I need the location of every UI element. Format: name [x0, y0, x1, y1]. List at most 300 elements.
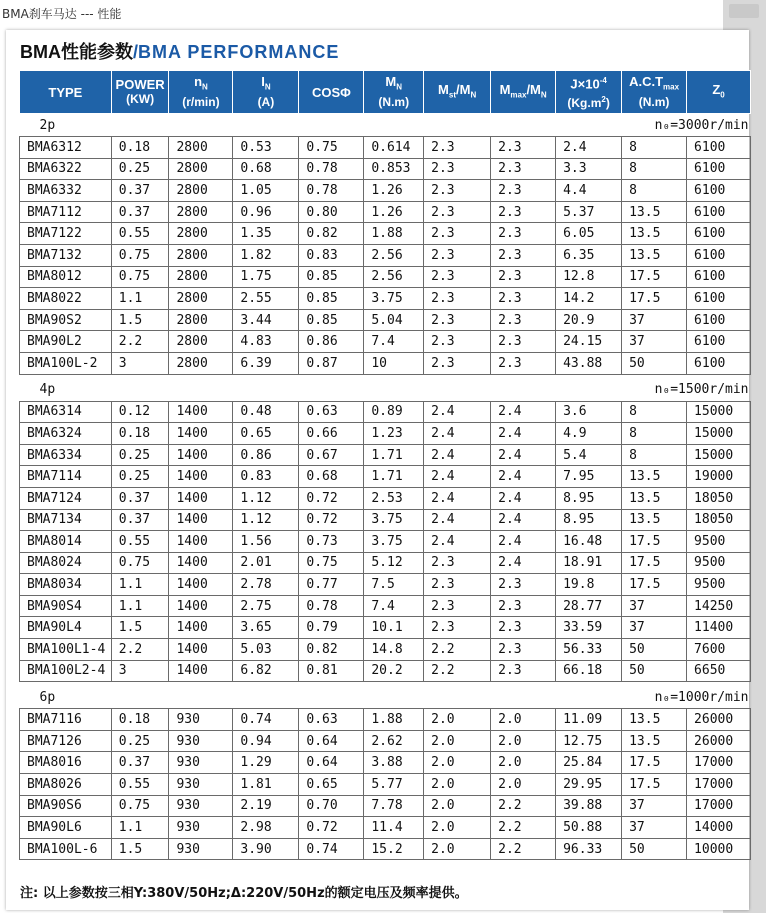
- table-cell: 9500: [687, 574, 751, 596]
- table-cell: 7.4: [364, 595, 424, 617]
- table-row: [20, 266, 751, 288]
- table-row: [20, 595, 751, 617]
- table-cell: 6100: [687, 352, 751, 374]
- table-cell: 19000: [687, 466, 751, 488]
- table-cell: 3: [111, 660, 169, 682]
- table-cell: BMA6314: [20, 401, 112, 423]
- table-cell: BMA90L2: [20, 331, 112, 353]
- table-cell: 0.37: [111, 180, 169, 202]
- table-cell: 0.78: [299, 158, 364, 180]
- table-cell: 1400: [169, 487, 233, 509]
- table-cell: BMA90L6: [20, 817, 112, 839]
- table-cell: 17.5: [622, 266, 687, 288]
- table-cell: 4.9: [556, 423, 622, 445]
- table-cell: 37: [622, 617, 687, 639]
- table-cell: 1400: [169, 531, 233, 553]
- table-cell: 1.05: [233, 180, 299, 202]
- table-cell: 6650: [687, 660, 751, 682]
- table-row: [20, 331, 751, 353]
- table-row: [20, 752, 751, 774]
- table-cell: BMA7134: [20, 509, 112, 531]
- table-cell: 1.26: [364, 201, 424, 223]
- table-cell: BMA6324: [20, 423, 112, 445]
- table-cell: 1.71: [364, 444, 424, 466]
- table-cell: 13.5: [622, 509, 687, 531]
- table-row: [20, 774, 751, 796]
- group-header-2p: [20, 114, 751, 137]
- table-cell: 2.2: [491, 795, 556, 817]
- table-cell: 2.3: [491, 617, 556, 639]
- table-cell: BMA8024: [20, 552, 112, 574]
- table-cell: 29.95: [556, 774, 622, 796]
- table-cell: 1.88: [364, 709, 424, 731]
- table-cell: BMA7124: [20, 487, 112, 509]
- table-cell: 18050: [687, 487, 751, 509]
- table-row: [20, 352, 751, 374]
- table-row: [20, 617, 751, 639]
- table-cell: 0.25: [111, 444, 169, 466]
- table-cell: 0.37: [111, 201, 169, 223]
- table-cell: 2800: [169, 288, 233, 310]
- col-act: $A.C.T_{max}$ (N.m): [622, 71, 687, 114]
- table-cell: 8: [622, 444, 687, 466]
- table-cell: 25.84: [556, 752, 622, 774]
- table-cell: 1.5: [111, 309, 169, 331]
- title-chinese: BMA性能参数: [20, 42, 133, 62]
- table-cell: 2.0: [424, 795, 491, 817]
- table-cell: 2.0: [424, 730, 491, 752]
- table-cell: BMA6312: [20, 137, 112, 159]
- table-body: [20, 114, 751, 860]
- table-cell: 2800: [169, 331, 233, 353]
- table-cell: 0.55: [111, 774, 169, 796]
- table-cell: 37: [622, 331, 687, 353]
- table-cell: 2.0: [491, 752, 556, 774]
- table-cell: 43.88: [556, 352, 622, 374]
- col-torque: $M_N$ (N.m): [364, 71, 424, 114]
- footnote: 注: 以上参数按三相Y:380V/50Hz;Δ:220V/50Hz的额定电压及频率提供。: [20, 886, 468, 901]
- table-cell: 2.2: [424, 639, 491, 661]
- table-cell: 3.65: [233, 617, 299, 639]
- table-cell: 2.55: [233, 288, 299, 310]
- table-cell: 0.74: [299, 838, 364, 860]
- table-cell: 0.53: [233, 137, 299, 159]
- table-cell: 11.09: [556, 709, 622, 731]
- table-cell: 2.4: [424, 509, 491, 531]
- table-cell: 0.89: [364, 401, 424, 423]
- table-cell: 10: [364, 352, 424, 374]
- table-cell: 14.8: [364, 639, 424, 661]
- table-cell: 2800: [169, 266, 233, 288]
- table-cell: 2.62: [364, 730, 424, 752]
- table-cell: 1.12: [233, 487, 299, 509]
- table-cell: 1.75: [233, 266, 299, 288]
- table-cell: 0.68: [299, 466, 364, 488]
- table-cell: 5.04: [364, 309, 424, 331]
- table-cell: 17000: [687, 752, 751, 774]
- table-cell: 2.0: [491, 774, 556, 796]
- table-cell: 50: [622, 352, 687, 374]
- table-cell: 1400: [169, 423, 233, 445]
- table-cell: 16.48: [556, 531, 622, 553]
- table-cell: 2800: [169, 201, 233, 223]
- table-cell: 930: [169, 774, 233, 796]
- table-cell: 2.4: [491, 487, 556, 509]
- table-cell: BMA7132: [20, 244, 112, 266]
- table-cell: 14000: [687, 817, 751, 839]
- table-cell: 2.4: [491, 401, 556, 423]
- table-cell: 2.2: [491, 817, 556, 839]
- col-type: TYPE: [20, 71, 112, 114]
- table-cell: 6100: [687, 180, 751, 202]
- table-cell: 2800: [169, 158, 233, 180]
- table-row: [20, 487, 751, 509]
- table-cell: 7.4: [364, 331, 424, 353]
- table-cell: 0.64: [299, 730, 364, 752]
- table-cell: 17.5: [622, 552, 687, 574]
- table-cell: 2.3: [491, 137, 556, 159]
- table-cell: 1400: [169, 617, 233, 639]
- table-cell: 2.3: [424, 617, 491, 639]
- table-cell: 17.5: [622, 531, 687, 553]
- table-cell: 9500: [687, 552, 751, 574]
- table-cell: 0.85: [299, 266, 364, 288]
- table-cell: BMA6332: [20, 180, 112, 202]
- table-cell: 11.4: [364, 817, 424, 839]
- table-cell: 0.65: [233, 423, 299, 445]
- table-cell: 0.68: [233, 158, 299, 180]
- table-cell: 50: [622, 639, 687, 661]
- table-cell: 37: [622, 595, 687, 617]
- table-row: [20, 509, 751, 531]
- table-cell: 0.78: [299, 595, 364, 617]
- table-cell: 6100: [687, 158, 751, 180]
- table-cell: BMA100L-6: [20, 838, 112, 860]
- table-cell: 33.59: [556, 617, 622, 639]
- table-cell: 8: [622, 180, 687, 202]
- table-cell: BMA100L1-4: [20, 639, 112, 661]
- table-cell: 50: [622, 660, 687, 682]
- table-cell: 2.0: [424, 838, 491, 860]
- pole-label: 6p: [39, 689, 56, 705]
- table-cell: 2.3: [491, 223, 556, 245]
- table-cell: 15000: [687, 444, 751, 466]
- table-row: [20, 709, 751, 731]
- table-cell: 1400: [169, 639, 233, 661]
- table-cell: 1400: [169, 552, 233, 574]
- table-cell: 37: [622, 795, 687, 817]
- window-title: BMA刹车马达 --- 性能: [2, 7, 122, 21]
- table-cell: 0.82: [299, 639, 364, 661]
- table-cell: 1400: [169, 509, 233, 531]
- table-cell: 1400: [169, 401, 233, 423]
- pole-label: 4p: [39, 382, 56, 398]
- table-cell: 2.3: [424, 352, 491, 374]
- table-cell: 0.65: [299, 774, 364, 796]
- table-cell: 2.2: [111, 331, 169, 353]
- table-cell: 13.5: [622, 244, 687, 266]
- table-cell: 0.73: [299, 531, 364, 553]
- table-row: [20, 288, 751, 310]
- table-cell: 2.53: [364, 487, 424, 509]
- table-cell: BMA7112: [20, 201, 112, 223]
- table-cell: 0.66: [299, 423, 364, 445]
- table-cell: 2.01: [233, 552, 299, 574]
- table-cell: 1.1: [111, 817, 169, 839]
- table-cell: 15000: [687, 401, 751, 423]
- table-cell: 930: [169, 752, 233, 774]
- table-cell: 0.25: [111, 466, 169, 488]
- table-cell: 0.72: [299, 817, 364, 839]
- table-cell: 17000: [687, 774, 751, 796]
- table-cell: 4.83: [233, 331, 299, 353]
- table-cell: 0.64: [299, 752, 364, 774]
- table-cell: 2.2: [111, 639, 169, 661]
- performance-table: [19, 70, 751, 860]
- table-cell: 37: [622, 309, 687, 331]
- table-row: [20, 180, 751, 202]
- table-cell: 0.37: [111, 752, 169, 774]
- table-cell: 1.81: [233, 774, 299, 796]
- table-row: [20, 574, 751, 596]
- table-cell: 0.85: [299, 288, 364, 310]
- table-cell: 0.86: [233, 444, 299, 466]
- table-row: [20, 423, 751, 445]
- table-cell: 0.18: [111, 137, 169, 159]
- table-cell: BMA7122: [20, 223, 112, 245]
- table-cell: 0.18: [111, 709, 169, 731]
- table-cell: BMA8034: [20, 574, 112, 596]
- col-start-ratio: $M_{st}/M_N$: [424, 71, 491, 114]
- table-cell: 6100: [687, 331, 751, 353]
- col-z0: $Z_0$: [687, 71, 751, 114]
- table-cell: BMA8012: [20, 266, 112, 288]
- table-cell: BMA8026: [20, 774, 112, 796]
- table-cell: 0.82: [299, 223, 364, 245]
- table-cell: 3.75: [364, 288, 424, 310]
- table-cell: 930: [169, 838, 233, 860]
- table-row: [20, 309, 751, 331]
- table-cell: 0.94: [233, 730, 299, 752]
- table-cell: 2.19: [233, 795, 299, 817]
- table-cell: 8.95: [556, 487, 622, 509]
- table-cell: 0.25: [111, 158, 169, 180]
- pole-label: 2p: [39, 117, 56, 133]
- table-cell: 930: [169, 709, 233, 731]
- table-cell: 9500: [687, 531, 751, 553]
- table-cell: 2800: [169, 352, 233, 374]
- table-cell: 2.4: [491, 423, 556, 445]
- table-cell: 66.18: [556, 660, 622, 682]
- table-cell: 2.3: [491, 288, 556, 310]
- table-cell: 6100: [687, 309, 751, 331]
- table-cell: 6100: [687, 201, 751, 223]
- table-row: [20, 531, 751, 553]
- table-cell: 10000: [687, 838, 751, 860]
- table-cell: 0.83: [299, 244, 364, 266]
- col-speed: $n_N$ (r/min): [169, 71, 233, 114]
- table-cell: BMA90L4: [20, 617, 112, 639]
- table-cell: 1.82: [233, 244, 299, 266]
- table-cell: 930: [169, 817, 233, 839]
- table-cell: 17.5: [622, 752, 687, 774]
- table-cell: 2800: [169, 223, 233, 245]
- table-cell: 2.3: [491, 180, 556, 202]
- group-header-4p: [20, 379, 751, 402]
- table-cell: 2.78: [233, 574, 299, 596]
- table-cell: 3.88: [364, 752, 424, 774]
- table-cell: 20.9: [556, 309, 622, 331]
- table-cell: 1400: [169, 466, 233, 488]
- table-cell: 0.25: [111, 730, 169, 752]
- table-cell: 7.5: [364, 574, 424, 596]
- table-cell: 2.3: [424, 552, 491, 574]
- table-cell: 2.4: [491, 509, 556, 531]
- table-cell: 6100: [687, 266, 751, 288]
- table-cell: 1.29: [233, 752, 299, 774]
- scroll-thumb[interactable]: [729, 4, 759, 18]
- table-cell: 0.78: [299, 180, 364, 202]
- table-cell: 8: [622, 423, 687, 445]
- table-cell: 13.5: [622, 709, 687, 731]
- table-cell: BMA7126: [20, 730, 112, 752]
- table-cell: 0.72: [299, 487, 364, 509]
- table-cell: 6100: [687, 288, 751, 310]
- table-cell: 0.79: [299, 617, 364, 639]
- table-cell: 0.70: [299, 795, 364, 817]
- table-cell: 0.37: [111, 509, 169, 531]
- table-cell: 17000: [687, 795, 751, 817]
- table-cell: 2800: [169, 244, 233, 266]
- table-cell: 2.4: [424, 487, 491, 509]
- table-cell: 1.88: [364, 223, 424, 245]
- table-cell: BMA8022: [20, 288, 112, 310]
- table-cell: 2.3: [491, 309, 556, 331]
- table-cell: 12.8: [556, 266, 622, 288]
- table-cell: 0.37: [111, 487, 169, 509]
- table-row: [20, 838, 751, 860]
- table-cell: 2.56: [364, 266, 424, 288]
- table-cell: 12.75: [556, 730, 622, 752]
- table-cell: 5.12: [364, 552, 424, 574]
- table-cell: BMA7116: [20, 709, 112, 731]
- table-cell: 26000: [687, 730, 751, 752]
- table-cell: 1.56: [233, 531, 299, 553]
- table-cell: 96.33: [556, 838, 622, 860]
- table-cell: 2800: [169, 180, 233, 202]
- table-cell: 1400: [169, 595, 233, 617]
- table-row: [20, 201, 751, 223]
- table-cell: 3.3: [556, 158, 622, 180]
- table-cell: BMA8014: [20, 531, 112, 553]
- table-cell: 11400: [687, 617, 751, 639]
- table-cell: BMA7114: [20, 466, 112, 488]
- table-cell: 2800: [169, 137, 233, 159]
- table-row: [20, 158, 751, 180]
- table-cell: 13.5: [622, 201, 687, 223]
- table-cell: 2.3: [424, 288, 491, 310]
- table-cell: 2.3: [424, 574, 491, 596]
- table-cell: 17.5: [622, 288, 687, 310]
- title-english: BMA PERFORMANCE: [138, 42, 340, 62]
- table-cell: BMA90S2: [20, 309, 112, 331]
- table-cell: 2.4: [424, 531, 491, 553]
- table-cell: 8: [622, 401, 687, 423]
- table-cell: 0.75: [111, 266, 169, 288]
- table-cell: 0.63: [299, 401, 364, 423]
- table-cell: 5.4: [556, 444, 622, 466]
- table-cell: 2.3: [424, 223, 491, 245]
- table-row: [20, 639, 751, 661]
- table-cell: BMA100L-2: [20, 352, 112, 374]
- table-cell: 13.5: [622, 466, 687, 488]
- table-cell: 0.853: [364, 158, 424, 180]
- table-cell: 930: [169, 730, 233, 752]
- table-cell: 0.72: [299, 509, 364, 531]
- table-cell: 2.4: [556, 137, 622, 159]
- table-cell: BMA100L2-4: [20, 660, 112, 682]
- table-cell: 17.5: [622, 574, 687, 596]
- page-title: [20, 38, 339, 64]
- table-cell: 1.1: [111, 595, 169, 617]
- table-cell: 1.5: [111, 617, 169, 639]
- table-cell: 1.35: [233, 223, 299, 245]
- table-cell: 13.5: [622, 730, 687, 752]
- table-cell: 2.4: [491, 444, 556, 466]
- table-cell: 37: [622, 817, 687, 839]
- table-cell: 19.8: [556, 574, 622, 596]
- table-cell: 6100: [687, 244, 751, 266]
- table-cell: BMA90S4: [20, 595, 112, 617]
- table-cell: 50: [622, 838, 687, 860]
- table-cell: 24.15: [556, 331, 622, 353]
- table-cell: 1400: [169, 444, 233, 466]
- table-cell: 2.0: [424, 709, 491, 731]
- table-cell: 3.6: [556, 401, 622, 423]
- table-cell: 2.3: [424, 137, 491, 159]
- table-cell: 6.35: [556, 244, 622, 266]
- table-cell: 14.2: [556, 288, 622, 310]
- table-cell: 2.3: [491, 244, 556, 266]
- col-current: $I_N$ (A): [233, 71, 299, 114]
- table-row: [20, 552, 751, 574]
- table-cell: 2.3: [424, 309, 491, 331]
- table-cell: 2.2: [424, 660, 491, 682]
- table-row: [20, 795, 751, 817]
- table-cell: 1400: [169, 574, 233, 596]
- table-row: [20, 466, 751, 488]
- table-cell: 0.75: [111, 244, 169, 266]
- table-cell: 8: [622, 158, 687, 180]
- table-cell: 0.75: [299, 552, 364, 574]
- table-cell: 3.44: [233, 309, 299, 331]
- table-cell: 0.55: [111, 531, 169, 553]
- table-cell: 2.56: [364, 244, 424, 266]
- table-cell: 0.614: [364, 137, 424, 159]
- table-cell: 2.0: [424, 817, 491, 839]
- table-cell: 2.4: [491, 466, 556, 488]
- table-cell: 20.2: [364, 660, 424, 682]
- table-cell: 7.78: [364, 795, 424, 817]
- title-separator: /: [133, 42, 139, 62]
- table-cell: BMA90S6: [20, 795, 112, 817]
- table-cell: 4.4: [556, 180, 622, 202]
- table-cell: 18.91: [556, 552, 622, 574]
- table-cell: 0.86: [299, 331, 364, 353]
- table-cell: 26000: [687, 709, 751, 731]
- table-cell: 1.71: [364, 466, 424, 488]
- table-cell: 2.2: [491, 838, 556, 860]
